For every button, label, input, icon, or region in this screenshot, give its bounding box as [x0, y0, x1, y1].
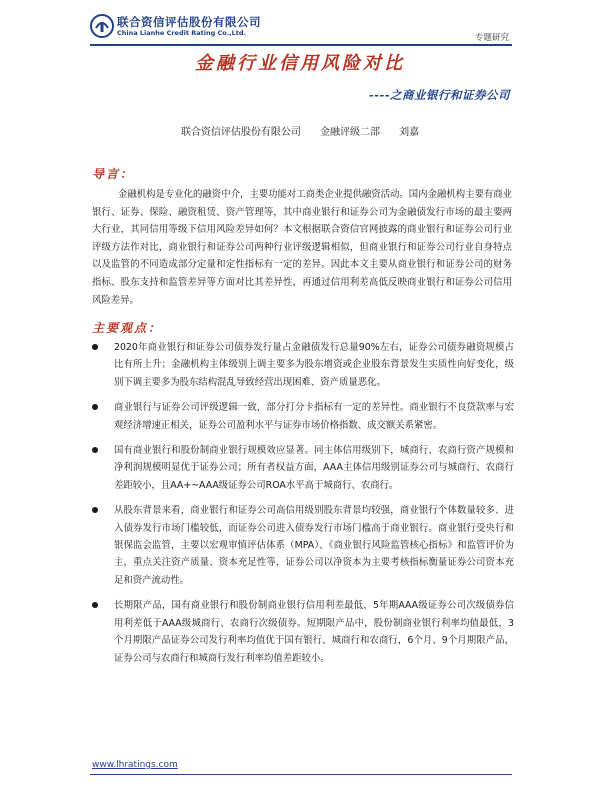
footer-divider [90, 774, 512, 775]
company-logo-icon [90, 14, 114, 38]
key-point-text: 商业银行与证券公司评级逻辑一致，部分打分卡指标有一定的差异性。商业银行不良贷款率与宏观经济增速正相关，证券公司盈利水平与证券市场价格指数、成交额关系紧密。 [114, 402, 514, 431]
bullet-icon [92, 344, 98, 350]
company-name-cn: 联合资信评估股份有限公司 [117, 15, 261, 29]
bullet-icon [92, 447, 98, 453]
key-point-text: 2020年商业银行和证券公司债券发行量占金融债发行总量90%左右，证券公司债券融资规模占比有所上升；金融机构主体级别上调主要多为股东增资或企业股东背景发生实质性向好变化，级别下调主要多为股东结构混乱导致经营出现困难、资产质量恶化。 [114, 342, 514, 388]
author-line: 联合资信评估股份有限公司 金融评级二部 刘嘉 [180, 127, 420, 138]
key-point-item [92, 399, 514, 434]
bullet-icon [92, 602, 98, 608]
key-point-item [92, 502, 514, 589]
page-header [0, 0, 600, 46]
intro-heading: 导言： [92, 167, 135, 181]
bullet-icon [92, 404, 98, 410]
key-point-text: 长期限产品，国有商业银行和股份制商业银行信用利差最低，5年期AAA级证券公司次级债券信用利差低于AAA级城商行、农商行次级债券。短期限产品中，股份制商业银行利率均值最低，3个月期限产品证券公司发行利率均值优于国有银行、城商行和农商行，6个月、9个月期限产品，证券公司与农商行和城商行发行利率均值差距较小。 [114, 600, 514, 664]
key-points-list [92, 339, 514, 675]
key-point-text: 从股东背景来看，商业银行和证券公司高信用级别股东背景均较强，商业银行个体数量较多、进入债券发行市场门槛较低，而证券公司进入债券发行市场门槛高于商业银行。商业银行受央行和银保监会监管，主要以宏观审慎评估体系（MPA）、《商业银行风险监管核心指标》和监管评价为主，重点关注资产质量、资本充足性等，证券公司以净资本为主要考核指标衡量证券公司资本充足和资产流动性。 [114, 505, 514, 586]
company-name-en: China Lianhe Credit Rating Co.,Ltd. [117, 29, 247, 37]
bullet-icon [92, 507, 98, 513]
header-divider [90, 44, 512, 46]
section-label: 专题研究 [474, 33, 509, 43]
key-point-item [92, 442, 514, 494]
key-point-item [92, 339, 514, 391]
report-title: 金融行业信用风险对比 [195, 53, 405, 74]
key-point-item [92, 597, 514, 667]
report-subtitle: ----之商业银行和证券公司 [368, 88, 510, 102]
intro-paragraph: 金融机构是专业化的融资中介，主要功能对工商类企业提供融资活动。国内金融机构主要有商业银行、证券、保险、融资租赁、资产管理等，其中商业银行和证券公司为金融债发行市场的最主要两大行业，其同信用等级下信用风险差异如何？本文根据联合资信官网披露的商业银行和证券公司行业评级方法作对比，商业银行和证券公司两种行业评级逻辑相似，但商业银行和证券公司行业自身特点以及监管的不同造成部分定量和定性指标有一定的差异。因此本文主要从商业银行和证券公司的财务指标、股东支持和监管差异等方面对比其差异性，再通过信用利差高低反映商业银行和证券公司信用风险差异。 [92, 189, 512, 306]
key-points-heading: 主要观点： [92, 321, 163, 335]
key-point-text: 国有商业银行和股份制商业银行规模效应显著。同主体信用级别下，城商行、农商行资产规模和净利润规模明显优于证券公司；所有者权益方面，AAA主体信用级别证券公司与城商行、农商行差距较小，且AA+~AAA级证券公司ROA水平高于城商行、农商行。 [114, 445, 514, 491]
website-link[interactable]: www.lhratings.com [92, 760, 178, 770]
